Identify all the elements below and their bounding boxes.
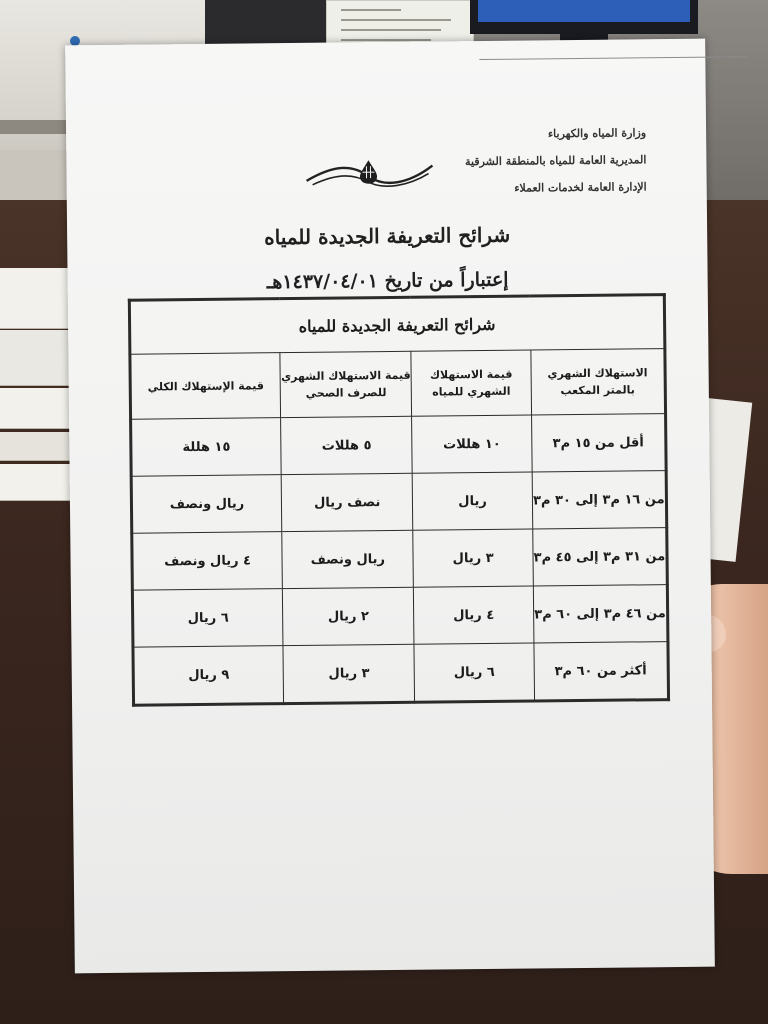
table-header-row (130, 349, 666, 420)
header-water-value: قيمة الاستهلاك الشهري للمياه (411, 350, 531, 416)
cell-sewage: ٢ ريال (282, 587, 414, 645)
cell-total: ٦ ريال (132, 589, 283, 648)
header-monthly-consumption: الاستهلاك الشهري بالمتر المكعب (531, 349, 666, 415)
table-row (131, 471, 667, 534)
monitor-screen (478, 0, 690, 22)
cell-consumption: أقل من ١٥ م٣ (531, 414, 666, 472)
cell-consumption: من ١٦ م٣ إلى ٣٠ م٣ (532, 471, 667, 529)
tariff-table (128, 293, 670, 707)
cell-total: ٤ ريال ونصف (132, 532, 283, 591)
cell-sewage: ٣ ريال (283, 644, 415, 703)
cell-sewage: نصف ريال (281, 473, 413, 531)
tariff-document (65, 39, 715, 974)
table-row (132, 585, 668, 648)
table-caption: شرائح التعريفة الجديدة للمياه (129, 295, 665, 355)
cell-water: ٦ ريال (414, 643, 534, 702)
header-total-value: قيمة الإستهلاك الكلي (130, 353, 281, 420)
cell-water: ٣ ريال (413, 529, 533, 587)
cell-sewage: ريال ونصف (282, 530, 414, 588)
cell-water: ٤ ريال (414, 586, 534, 644)
cell-consumption: من ٤٦ م٣ إلى ٦٠ م٣ (533, 585, 668, 643)
cell-total: ١٥ هللة (131, 418, 282, 477)
table-row (133, 642, 669, 706)
table-row (132, 528, 668, 591)
ministry-header (436, 119, 647, 202)
document-title: شرائح التعريفة الجديدة للمياه (264, 222, 511, 250)
cell-sewage: ٥ هللات (281, 416, 413, 474)
cell-water: ١٠ هللات (412, 415, 532, 473)
ministry-name: وزارة المياه والكهرباء (547, 126, 647, 141)
header-sewage-value: قيمة الاستهلاك الشهري للصرف الصحي (280, 351, 412, 417)
effective-date: إعتباراً من تاريخ ١٤٣٧/٠٤/٠١هـ (266, 268, 509, 294)
cell-consumption: أكثر من ٦٠ م٣ (534, 642, 669, 701)
cell-consumption: من ٣١ م٣ إلى ٤٥ م٣ (533, 528, 668, 586)
water-drop-logo-icon (304, 154, 434, 193)
cell-total: ٩ ريال (133, 646, 284, 706)
cell-water: ريال (413, 472, 533, 530)
department-name: الإدارة العامة لخدمات العملاء (514, 180, 647, 195)
directorate-name: المديرية العامة للمياه بالمنطقة الشرقية (465, 153, 647, 169)
table-row (131, 414, 667, 477)
cell-total: ريال ونصف (131, 475, 282, 534)
